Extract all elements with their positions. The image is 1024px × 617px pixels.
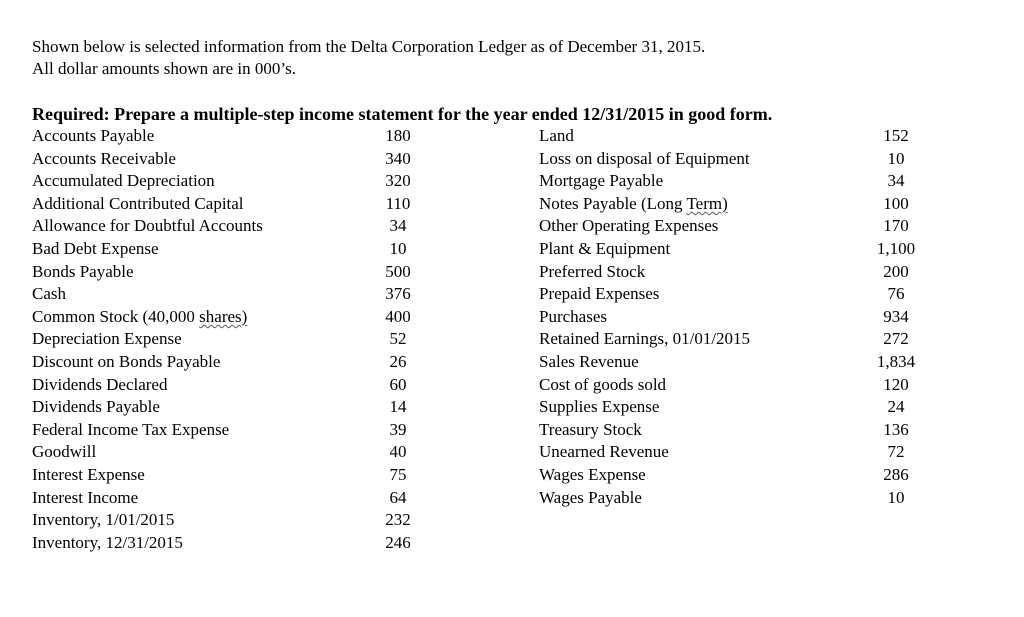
account-name: Federal Income Tax Expense <box>32 419 230 439</box>
account-name: Land <box>539 126 574 145</box>
spellcheck-underlined-word: shares) <box>199 306 248 326</box>
account-row <box>32 509 412 532</box>
account-row <box>539 487 919 510</box>
account-row <box>539 283 919 306</box>
account-name: Plant & Equipment <box>539 238 671 258</box>
account-name: Bonds Payable <box>32 261 134 281</box>
account-value: 52 <box>389 329 407 349</box>
account-row <box>539 328 919 351</box>
account-value: 376 <box>385 284 411 304</box>
account-name: Allowance for Doubtful Accounts <box>32 216 263 236</box>
account-row <box>32 464 412 487</box>
account-name <box>539 193 728 216</box>
account-row <box>539 215 919 238</box>
account-row <box>539 125 919 148</box>
account-value: 76 <box>887 284 905 304</box>
account-value: 75 <box>389 464 407 484</box>
account-name: Sales Revenue <box>539 351 639 371</box>
account-name-main: Common Stock (40,000 <box>32 306 200 326</box>
account-name: Purchases <box>539 306 607 326</box>
account-name: Accumulated Depreciation <box>32 171 215 191</box>
account-value: 10 <box>887 487 905 507</box>
account-value: 60 <box>389 374 407 394</box>
account-value: 110 <box>385 193 411 213</box>
account-row <box>32 441 412 464</box>
account-value: 286 <box>883 464 909 484</box>
account-row <box>32 419 412 442</box>
account-row <box>32 306 412 329</box>
account-row <box>32 328 412 351</box>
account-value: 500 <box>385 261 411 281</box>
account-value: 39 <box>389 419 407 439</box>
account-name <box>32 306 247 329</box>
account-row <box>32 351 412 374</box>
account-value: 320 <box>385 171 411 191</box>
account-name: Additional Contributed Capital <box>32 193 244 213</box>
account-name: Prepaid Expenses <box>539 284 660 304</box>
account-name: Preferred Stock <box>539 261 646 281</box>
right-accounts-list <box>539 125 919 509</box>
account-name: Loss on disposal of Equipment <box>539 148 750 168</box>
account-row <box>32 238 412 261</box>
account-row <box>32 170 412 193</box>
account-value: 34 <box>887 171 905 191</box>
account-name: Accounts Receivable <box>32 148 176 168</box>
account-value: 246 <box>385 532 411 552</box>
account-row <box>32 125 412 148</box>
required-instruction: Required: Prepare a multiple-step income statement for the year ended 12/31/2015 in good form. <box>32 104 773 124</box>
account-value: 34 <box>389 216 407 236</box>
account-name: Treasury Stock <box>539 419 642 439</box>
intro-line-1: Shown below is selected information from the Delta Corporation Ledger as of December 31, 2015. <box>32 37 706 56</box>
account-row <box>539 464 919 487</box>
account-row <box>539 396 919 419</box>
account-name: Cost of goods sold <box>539 374 667 394</box>
account-value: 14 <box>389 397 407 417</box>
account-value: 120 <box>883 374 909 394</box>
account-row <box>539 441 919 464</box>
account-value: 64 <box>389 487 407 507</box>
account-row <box>32 487 412 510</box>
account-name: Depreciation Expense <box>32 329 182 349</box>
account-name: Dividends Declared <box>32 374 168 394</box>
account-name: Other Operating Expenses <box>539 216 719 236</box>
account-row <box>539 306 919 329</box>
account-name: Unearned Revenue <box>539 442 669 462</box>
account-value: 232 <box>385 510 411 530</box>
account-row <box>539 238 919 261</box>
account-value: 26 <box>389 351 407 371</box>
account-value: 136 <box>883 419 909 439</box>
intro-line-2: All dollar amounts shown are in 000’s. <box>32 59 296 78</box>
account-name: Inventory, 1/01/2015 <box>32 510 175 530</box>
left-accounts-list <box>32 125 412 554</box>
account-value: 272 <box>883 329 909 349</box>
account-name: Inventory, 12/31/2015 <box>32 532 183 552</box>
account-name: Dividends Payable <box>32 397 160 417</box>
account-row <box>539 148 919 171</box>
account-row <box>32 148 412 171</box>
account-row <box>539 261 919 284</box>
account-value: 934 <box>883 306 909 326</box>
account-row <box>32 283 412 306</box>
account-value: 1,834 <box>876 351 916 371</box>
account-value: 1,100 <box>876 238 916 258</box>
account-name: Retained Earnings, 01/01/2015 <box>539 329 751 349</box>
account-name: Interest Income <box>32 487 139 507</box>
account-row <box>32 215 412 238</box>
account-name: Supplies Expense <box>539 397 660 417</box>
account-row <box>539 374 919 397</box>
account-name: Goodwill <box>32 442 97 462</box>
account-value: 10 <box>887 148 905 168</box>
spellcheck-underlined-word: Term) <box>686 193 728 213</box>
account-row <box>32 374 412 397</box>
account-value: 152 <box>883 126 909 145</box>
account-row <box>32 532 412 555</box>
account-row <box>539 351 919 374</box>
account-name: Cash <box>32 284 66 304</box>
account-row <box>539 193 919 216</box>
account-name-main: Notes Payable (Long <box>539 193 687 213</box>
account-row <box>539 170 919 193</box>
account-row <box>539 419 919 442</box>
account-row <box>32 261 412 284</box>
account-value: 180 <box>385 126 411 145</box>
account-value: 72 <box>887 442 905 462</box>
account-row <box>32 396 412 419</box>
account-name: Accounts Payable <box>32 126 155 145</box>
account-value: 100 <box>883 193 909 213</box>
account-value: 200 <box>883 261 909 281</box>
account-name: Mortgage Payable <box>539 171 664 191</box>
account-name: Wages Payable <box>539 487 642 507</box>
account-row <box>32 193 412 216</box>
account-name: Bad Debt Expense <box>32 238 159 258</box>
account-value: 24 <box>887 397 905 417</box>
account-value: 40 <box>389 442 407 462</box>
account-name: Wages Expense <box>539 464 646 484</box>
account-name: Interest Expense <box>32 464 145 484</box>
account-name: Discount on Bonds Payable <box>32 351 221 371</box>
account-value: 400 <box>385 306 411 326</box>
account-value: 10 <box>389 238 407 258</box>
account-value: 170 <box>883 216 909 236</box>
account-value: 340 <box>385 148 411 168</box>
